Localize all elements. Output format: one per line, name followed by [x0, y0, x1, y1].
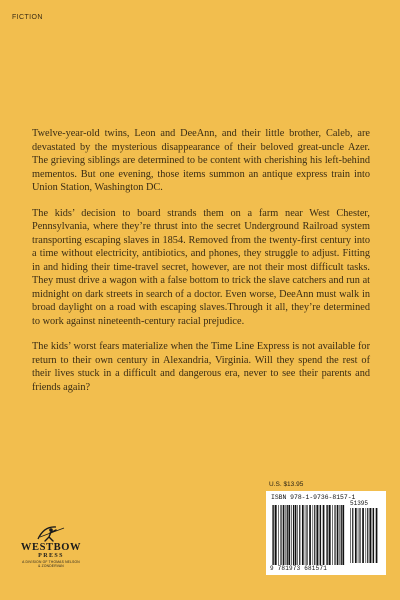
barcode-bar [369, 508, 371, 563]
back-cover-blurb [32, 127, 370, 406]
barcode-bar [278, 505, 279, 565]
barcode-bar [355, 508, 357, 563]
barcode-bar [297, 505, 298, 565]
barcode-bar [319, 505, 320, 565]
ean-digits: 9 781973 681571 [270, 565, 328, 572]
barcode-bar [332, 505, 333, 565]
barcode-bar [288, 505, 290, 565]
barcode-bar [291, 505, 292, 565]
barcode-bar [302, 505, 304, 565]
barcode-bar [359, 508, 360, 563]
publisher-logo [12, 524, 90, 568]
barcode-bar [293, 505, 294, 565]
barcode-bar [358, 508, 359, 563]
barcode-bar [295, 505, 297, 565]
barcode-bar [352, 508, 353, 563]
barcode-bar [367, 508, 368, 563]
barcode-bar [316, 505, 318, 565]
publisher-sub: PRESS [38, 553, 64, 559]
barcode-bar [273, 505, 274, 565]
barcode-bar [309, 505, 311, 565]
barcode-bar [337, 505, 339, 565]
blurb-paragraph-2: The kids’ decision to board strands them on a farm near West Chester, Pennsylvania, where they’re thrust into the secret Underground Railroad system transporting escaping slaves in 1854. Removed from the twenty-first century into a time without electricity, antibiotics, and phones, they struggle to adjust. Fitting in and hiding their time-travel secret, however, are not their most difficult tasks. They must drive a wagon with a false bottom to trick the slave catchers and run at midnight on dark streets in search of a doctor. Even worse, DeeAnn must walk in broad daylight on a road with escaping slaves.Through it all, they’re determined to work against nineteenth-century racial prejudice. [32, 207, 370, 327]
archer-icon [34, 524, 68, 542]
barcode-bar [341, 505, 342, 565]
barcode-bar [362, 508, 364, 563]
barcode-bar [287, 505, 288, 565]
barcode-bar [299, 505, 300, 565]
genre-label: FICTION [12, 14, 43, 21]
barcode-bar [376, 508, 378, 563]
addon-barcode-bars [350, 508, 380, 563]
publisher-name: WESTBOW [20, 542, 82, 553]
isbn-label: ISBN 978-1-9736-8157-1 [271, 494, 356, 501]
barcode-bar [334, 505, 335, 565]
barcode-bar [286, 505, 287, 565]
barcode-bar [327, 505, 328, 565]
blurb-paragraph-3: The kids’ worst fears materialize when the Time Line Express is not available for return to their own century in Alexandria, Virginia. Will they spend the rest of their lives stuck in a difficult and dangerous era, never to see their parents and friends again? [32, 341, 370, 393]
barcode-bar [314, 505, 315, 565]
barcode-bar [373, 508, 374, 563]
barcode-bar [372, 508, 373, 563]
barcode-bar [280, 505, 281, 565]
barcode-bar [313, 505, 314, 565]
barcode-bar [366, 508, 367, 563]
price-label: U.S. $13.95 [269, 481, 304, 488]
barcode-bar [323, 505, 325, 565]
publisher-division-1: A DIVISION OF THOMAS NELSON [22, 560, 80, 564]
barcode-bar [306, 505, 307, 565]
barcode-bar [305, 505, 306, 565]
barcode-bar [340, 505, 341, 565]
barcode-bar [272, 505, 273, 565]
publisher-division-2: & ZONDERVAN [38, 564, 64, 568]
blurb-paragraph-1: Twelve-year-old twins, Leon and DeeAnn, and their little brother, Caleb, are devastated by the mysterious disappearance of their beloved great-uncle Azer. The grieving siblings are determined to be content with cherishing his left-behind mementos. But one evening, those items summon an antique express train into Union Station, Washington DC. [32, 128, 370, 193]
barcode [266, 491, 386, 575]
barcode-bar [326, 505, 327, 565]
barcode-bar [275, 505, 277, 565]
barcode-bar [350, 508, 351, 563]
barcode-bar [283, 505, 285, 565]
barcode-bar [320, 505, 321, 565]
barcode-bar [342, 505, 344, 565]
addon-code: 51395 [350, 500, 369, 507]
barcode-bar [329, 505, 331, 565]
ean-barcode-bars [272, 505, 346, 565]
